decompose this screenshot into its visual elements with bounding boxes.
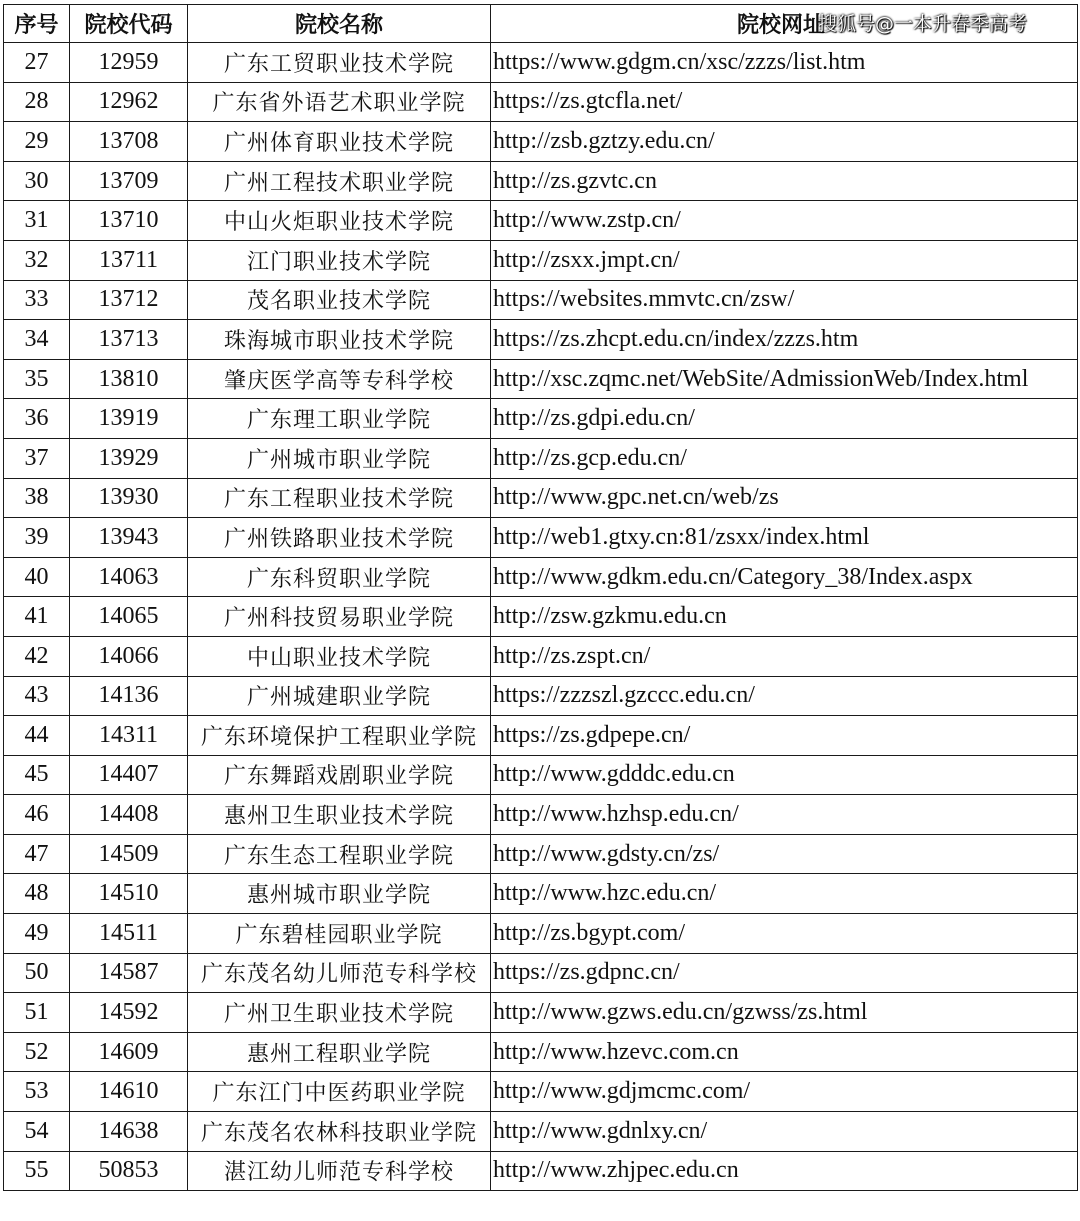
cell-name: 广州铁路职业技术学院 xyxy=(188,518,491,558)
cell-index: 53 xyxy=(4,1072,70,1112)
cell-url-link[interactable]: https://zs.zhcpt.edu.cn/index/zzzs.htm xyxy=(491,320,1078,360)
table-row xyxy=(4,161,1078,201)
cell-code: 14609 xyxy=(70,1032,188,1072)
table-row xyxy=(4,914,1078,954)
table-row xyxy=(4,82,1078,122)
table-row xyxy=(4,1072,1078,1112)
cell-name: 广东理工职业学院 xyxy=(188,399,491,439)
cell-code: 13919 xyxy=(70,399,188,439)
cell-index: 32 xyxy=(4,240,70,280)
cell-url-link[interactable]: http://www.gpc.net.cn/web/zs xyxy=(491,478,1078,518)
cell-code: 14136 xyxy=(70,676,188,716)
cell-code: 13713 xyxy=(70,320,188,360)
header-index: 序号 xyxy=(4,5,70,43)
cell-url-link[interactable]: https://zs.gtcfla.net/ xyxy=(491,82,1078,122)
cell-url-link[interactable]: https://zzzszl.gzccc.edu.cn/ xyxy=(491,676,1078,716)
cell-index: 40 xyxy=(4,557,70,597)
cell-code: 13711 xyxy=(70,240,188,280)
cell-url-link[interactable]: http://www.gdsty.cn/zs/ xyxy=(491,834,1078,874)
cell-name: 惠州城市职业学院 xyxy=(188,874,491,914)
cell-code: 13930 xyxy=(70,478,188,518)
cell-url-link[interactable]: http://www.gdjmcmc.com/ xyxy=(491,1072,1078,1112)
watermark: 搜狐号@一本升春季高考 xyxy=(818,13,1028,35)
table-row xyxy=(4,716,1078,756)
cell-name: 肇庆医学高等专科学校 xyxy=(188,359,491,399)
cell-url-link[interactable]: http://www.gzws.edu.cn/gzwss/zs.html xyxy=(491,993,1078,1033)
cell-index: 37 xyxy=(4,438,70,478)
cell-index: 38 xyxy=(4,478,70,518)
cell-url-link[interactable]: http://www.gdnlxy.cn/ xyxy=(491,1112,1078,1152)
table-row xyxy=(4,834,1078,874)
table-row xyxy=(4,1112,1078,1152)
cell-index: 52 xyxy=(4,1032,70,1072)
college-table xyxy=(3,4,1078,1191)
cell-code: 14066 xyxy=(70,636,188,676)
cell-name: 广东工程职业技术学院 xyxy=(188,478,491,518)
table-row xyxy=(4,43,1078,83)
cell-code: 14510 xyxy=(70,874,188,914)
cell-code: 13709 xyxy=(70,161,188,201)
table-row xyxy=(4,201,1078,241)
header-url: 院校网址 xyxy=(491,5,1078,43)
table-row xyxy=(4,478,1078,518)
cell-code: 14509 xyxy=(70,834,188,874)
cell-code: 14638 xyxy=(70,1112,188,1152)
cell-index: 39 xyxy=(4,518,70,558)
cell-code: 14610 xyxy=(70,1072,188,1112)
cell-index: 45 xyxy=(4,755,70,795)
table-row xyxy=(4,438,1078,478)
cell-url-link[interactable]: http://zs.gcp.edu.cn/ xyxy=(491,438,1078,478)
cell-url-link[interactable]: http://www.zhjpec.edu.cn xyxy=(491,1151,1078,1191)
table-row xyxy=(4,597,1078,637)
cell-url-link[interactable]: http://www.hzevc.com.cn xyxy=(491,1032,1078,1072)
cell-code: 13929 xyxy=(70,438,188,478)
cell-index: 55 xyxy=(4,1151,70,1191)
cell-url-link[interactable]: https://zs.gdpepe.cn/ xyxy=(491,716,1078,756)
cell-name: 广东省外语艺术职业学院 xyxy=(188,82,491,122)
table-row xyxy=(4,795,1078,835)
table-row xyxy=(4,676,1078,716)
cell-code: 13810 xyxy=(70,359,188,399)
cell-name: 广东生态工程职业学院 xyxy=(188,834,491,874)
table-row xyxy=(4,359,1078,399)
cell-code: 14063 xyxy=(70,557,188,597)
cell-code: 13710 xyxy=(70,201,188,241)
cell-index: 42 xyxy=(4,636,70,676)
cell-url-link[interactable]: http://www.zstp.cn/ xyxy=(491,201,1078,241)
cell-code: 50853 xyxy=(70,1151,188,1191)
cell-index: 34 xyxy=(4,320,70,360)
cell-name: 广东环境保护工程职业学院 xyxy=(188,716,491,756)
cell-name: 中山职业技术学院 xyxy=(188,636,491,676)
cell-url-link[interactable]: http://zs.bgypt.com/ xyxy=(491,914,1078,954)
cell-name: 江门职业技术学院 xyxy=(188,240,491,280)
table-row xyxy=(4,874,1078,914)
cell-code: 12962 xyxy=(70,82,188,122)
cell-code: 14408 xyxy=(70,795,188,835)
table-row xyxy=(4,755,1078,795)
cell-index: 51 xyxy=(4,993,70,1033)
table-row xyxy=(4,1151,1078,1191)
header-code: 院校代码 xyxy=(70,5,188,43)
cell-index: 50 xyxy=(4,953,70,993)
cell-name: 广东工贸职业技术学院 xyxy=(188,43,491,83)
cell-name: 惠州卫生职业技术学院 xyxy=(188,795,491,835)
cell-name: 湛江幼儿师范专科学校 xyxy=(188,1151,491,1191)
table-row xyxy=(4,993,1078,1033)
cell-code: 14587 xyxy=(70,953,188,993)
table-row xyxy=(4,557,1078,597)
cell-url-link[interactable]: http://www.hzhsp.edu.cn/ xyxy=(491,795,1078,835)
cell-name: 广东碧桂园职业学院 xyxy=(188,914,491,954)
table-row xyxy=(4,280,1078,320)
cell-code: 14311 xyxy=(70,716,188,756)
cell-url-link[interactable]: http://www.gdddc.edu.cn xyxy=(491,755,1078,795)
cell-code: 14407 xyxy=(70,755,188,795)
table-row xyxy=(4,953,1078,993)
cell-name: 珠海城市职业技术学院 xyxy=(188,320,491,360)
cell-url-link[interactable]: http://zsb.gztzy.edu.cn/ xyxy=(491,122,1078,162)
cell-index: 46 xyxy=(4,795,70,835)
cell-index: 31 xyxy=(4,201,70,241)
cell-url-link[interactable]: http://zs.zspt.cn/ xyxy=(491,636,1078,676)
cell-name: 广州科技贸易职业学院 xyxy=(188,597,491,637)
cell-code: 14592 xyxy=(70,993,188,1033)
cell-index: 29 xyxy=(4,122,70,162)
cell-index: 41 xyxy=(4,597,70,637)
cell-index: 30 xyxy=(4,161,70,201)
cell-name: 广州工程技术职业学院 xyxy=(188,161,491,201)
cell-code: 14511 xyxy=(70,914,188,954)
cell-name: 广东江门中医药职业学院 xyxy=(188,1072,491,1112)
cell-code: 13708 xyxy=(70,122,188,162)
cell-url-link[interactable]: http://zs.gdpi.edu.cn/ xyxy=(491,399,1078,439)
cell-index: 44 xyxy=(4,716,70,756)
cell-code: 12959 xyxy=(70,43,188,83)
cell-url-link[interactable]: http://xsc.zqmc.net/WebSite/AdmissionWeb/Index.html xyxy=(491,359,1078,399)
cell-code: 13943 xyxy=(70,518,188,558)
cell-name: 广东茂名农林科技职业学院 xyxy=(188,1112,491,1152)
cell-name: 广州城市职业学院 xyxy=(188,438,491,478)
header-name: 院校名称 xyxy=(188,5,491,43)
cell-index: 47 xyxy=(4,834,70,874)
cell-name: 惠州工程职业学院 xyxy=(188,1032,491,1072)
cell-index: 27 xyxy=(4,43,70,83)
cell-url-link[interactable]: https://websites.mmvtc.cn/zsw/ xyxy=(491,280,1078,320)
cell-index: 36 xyxy=(4,399,70,439)
cell-name: 广州卫生职业技术学院 xyxy=(188,993,491,1033)
cell-url-link[interactable]: http://zsw.gzkmu.edu.cn xyxy=(491,597,1078,637)
cell-name: 广东茂名幼儿师范专科学校 xyxy=(188,953,491,993)
cell-url-link[interactable]: http://zsxx.jmpt.cn/ xyxy=(491,240,1078,280)
cell-name: 广州体育职业技术学院 xyxy=(188,122,491,162)
cell-code: 13712 xyxy=(70,280,188,320)
cell-url-link[interactable]: https://zs.gdpnc.cn/ xyxy=(491,953,1078,993)
cell-name: 广东科贸职业学院 xyxy=(188,557,491,597)
table-row xyxy=(4,320,1078,360)
table-row xyxy=(4,518,1078,558)
table-row xyxy=(4,636,1078,676)
cell-name: 广东舞蹈戏剧职业学院 xyxy=(188,755,491,795)
table-body xyxy=(4,43,1078,1191)
cell-index: 48 xyxy=(4,874,70,914)
table-row xyxy=(4,122,1078,162)
table-row xyxy=(4,399,1078,439)
cell-index: 54 xyxy=(4,1112,70,1152)
cell-name: 茂名职业技术学院 xyxy=(188,280,491,320)
cell-url-link[interactable]: http://www.gdkm.edu.cn/Category_38/Index.aspx xyxy=(491,557,1078,597)
cell-index: 28 xyxy=(4,82,70,122)
cell-url-link[interactable]: http://zs.gzvtc.cn xyxy=(491,161,1078,201)
cell-name: 广州城建职业学院 xyxy=(188,676,491,716)
cell-url-link[interactable]: http://www.hzc.edu.cn/ xyxy=(491,874,1078,914)
table-row xyxy=(4,1032,1078,1072)
cell-code: 14065 xyxy=(70,597,188,637)
table-row xyxy=(4,240,1078,280)
cell-index: 35 xyxy=(4,359,70,399)
cell-index: 33 xyxy=(4,280,70,320)
cell-index: 43 xyxy=(4,676,70,716)
cell-index: 49 xyxy=(4,914,70,954)
cell-url-link[interactable]: http://web1.gtxy.cn:81/zsxx/index.html xyxy=(491,518,1078,558)
cell-name: 中山火炬职业技术学院 xyxy=(188,201,491,241)
cell-url-link[interactable]: https://www.gdgm.cn/xsc/zzzs/list.htm xyxy=(491,43,1078,83)
